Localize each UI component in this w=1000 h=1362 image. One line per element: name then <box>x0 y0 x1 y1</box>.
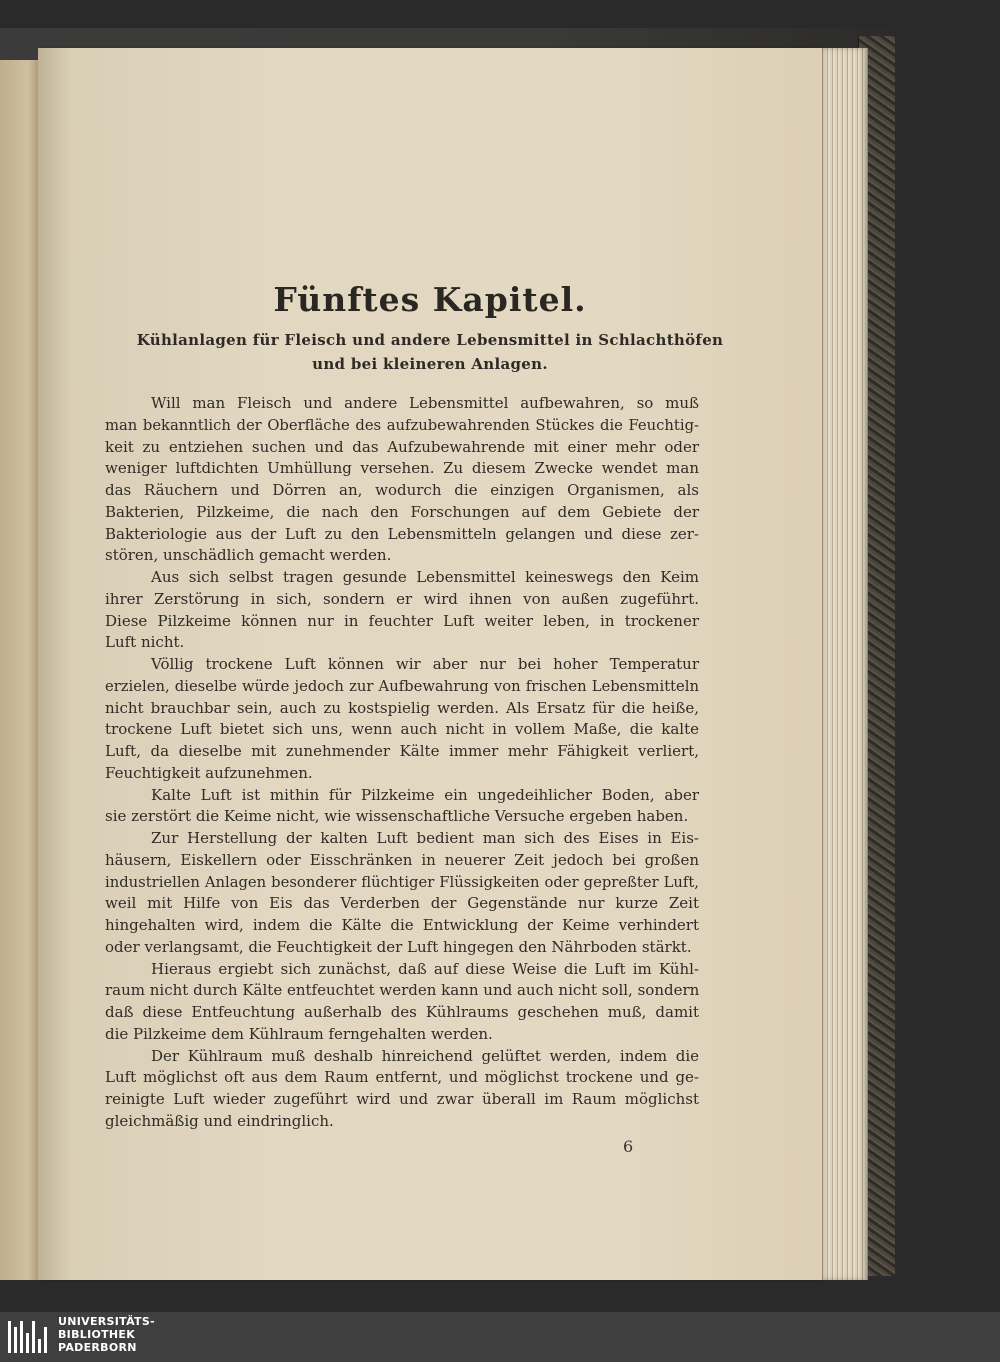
book-page <box>38 48 822 1280</box>
text-line: sie zerstört die Keime nicht, wie wissenschaftliche Versuche ergeben haben. <box>105 807 689 826</box>
body-text <box>105 393 699 1133</box>
text-line: erzielen, dieselbe würde jedoch zur Aufbewahrung von frischen Lebensmitteln <box>105 677 699 695</box>
text-line: industriellen Anlagen besonderer flüchtiger Flüssigkeiten oder gepreßter Luft, <box>105 873 699 891</box>
text-line: weil mit Hilfe von Eis das Verderben der Gegenstände nur kurze Zeit <box>105 894 699 913</box>
library-logo-icon <box>6 1317 48 1357</box>
text-line: Feuchtigkeit aufzunehmen. <box>105 763 313 782</box>
library-name-line: UNIVERSITÄTS- <box>58 1315 155 1328</box>
text-line: reinigte Luft wieder zugeführt wird und zwar überall im Raum möglichst <box>105 1090 699 1108</box>
text-line: trockene Luft bietet sich uns, wenn auch nicht in vollem Maße, die kalte <box>105 720 699 739</box>
library-name-line: PADERBORN <box>58 1341 137 1354</box>
left-page-edge <box>0 60 40 1280</box>
text-line: Luft, da dieselbe mit zunehmender Kälte immer mehr Fähigkeit verliert, <box>105 742 699 760</box>
chapter-subtitle-line-1: Kühlanlagen für Fleisch und andere Lebensmittel in Schlachthöfen <box>136 331 724 349</box>
text-line: Will man Fleisch und andere Lebensmittel aufbewahren, so muß <box>151 394 699 412</box>
text-line: ihrer Zerstörung in sich, sondern er wird ihnen von außen zugeführt. <box>105 589 699 608</box>
library-name <box>58 1315 155 1354</box>
text-line: die Pilzkeime dem Kühlraum ferngehalten werden. <box>105 1024 493 1043</box>
text-line: das Räuchern und Dörren an, wodurch die einzigen Organismen, als <box>105 481 699 499</box>
text-line: oder verlangsamt, die Feuchtigkeit der Luft hingegen den Nährboden stärkt. <box>105 937 692 956</box>
text-line: Zur Herstellung der kalten Luft bedient man sich des Eises in Eis- <box>151 829 699 847</box>
text-line: Hieraus ergiebt sich zunächst, daß auf diese Weise die Luft im Kühl- <box>151 959 699 978</box>
page-number: 6 <box>623 1137 634 1156</box>
text-line: Kalte Luft ist mithin für Pilzkeime ein ungedeihlicher Boden, aber <box>151 785 699 804</box>
text-line: raum nicht durch Kälte entfeuchtet werden kann und auch nicht soll, sondern <box>105 981 700 1000</box>
text-line: hingehalten wird, indem die Kälte die Entwicklung der Keime verhindert <box>105 916 699 934</box>
chapter-subtitle-line-2: und bei kleineren Anlagen. <box>312 355 548 373</box>
text-line: daß diese Entfeuchtung außerhalb des Kühlraums geschehen muß, damit <box>105 1003 699 1021</box>
text-line: stören, unschädlich gemacht werden. <box>105 546 392 565</box>
text-line: man bekanntlich der Oberfläche des aufzubewahrenden Stückes die Feuchtig- <box>105 416 699 434</box>
text-line: Bakterien, Pilzkeime, die nach den Forschungen auf dem Gebiete der <box>105 502 699 521</box>
text-line: nicht brauchbar sein, auch zu kostspielig werden. Als Ersatz für die heiße, <box>105 698 699 717</box>
text-line: Aus sich selbst tragen gesunde Lebensmittel keineswegs den Keim <box>151 568 699 586</box>
text-line: Bakteriologie aus der Luft zu den Lebensmitteln gelangen und diese zer- <box>105 524 699 543</box>
text-line: Völlig trockene Luft können wir aber nur bei hoher Temperatur <box>151 655 699 673</box>
text-line: Luft möglichst oft aus dem Raum entfernt, und möglichst trockene und ge- <box>105 1068 699 1087</box>
text-line: häusern, Eiskellern oder Eisschränken in neuerer Zeit jedoch bei großen <box>105 850 699 869</box>
text-line: gleichmäßig und eindringlich. <box>105 1111 334 1130</box>
text-line: Luft nicht. <box>105 633 185 652</box>
library-footer <box>0 1312 1000 1362</box>
text-line: keit zu entziehen suchen und das Aufzubewahrende mit einer mehr oder <box>105 437 699 456</box>
text-line: Der Kühlraum muß deshalb hinreichend gelüftet werden, indem die <box>151 1046 699 1065</box>
text-line: Diese Pilzkeime können nur in feuchter Luft weiter leben, in trockener <box>105 611 699 630</box>
text-line: weniger luftdichten Umhüllung versehen. Zu diesem Zwecke wendet man <box>105 459 699 478</box>
chapter-title: Fünftes Kapitel. <box>273 280 587 319</box>
library-name-line: BIBLIOTHEK <box>58 1328 136 1341</box>
